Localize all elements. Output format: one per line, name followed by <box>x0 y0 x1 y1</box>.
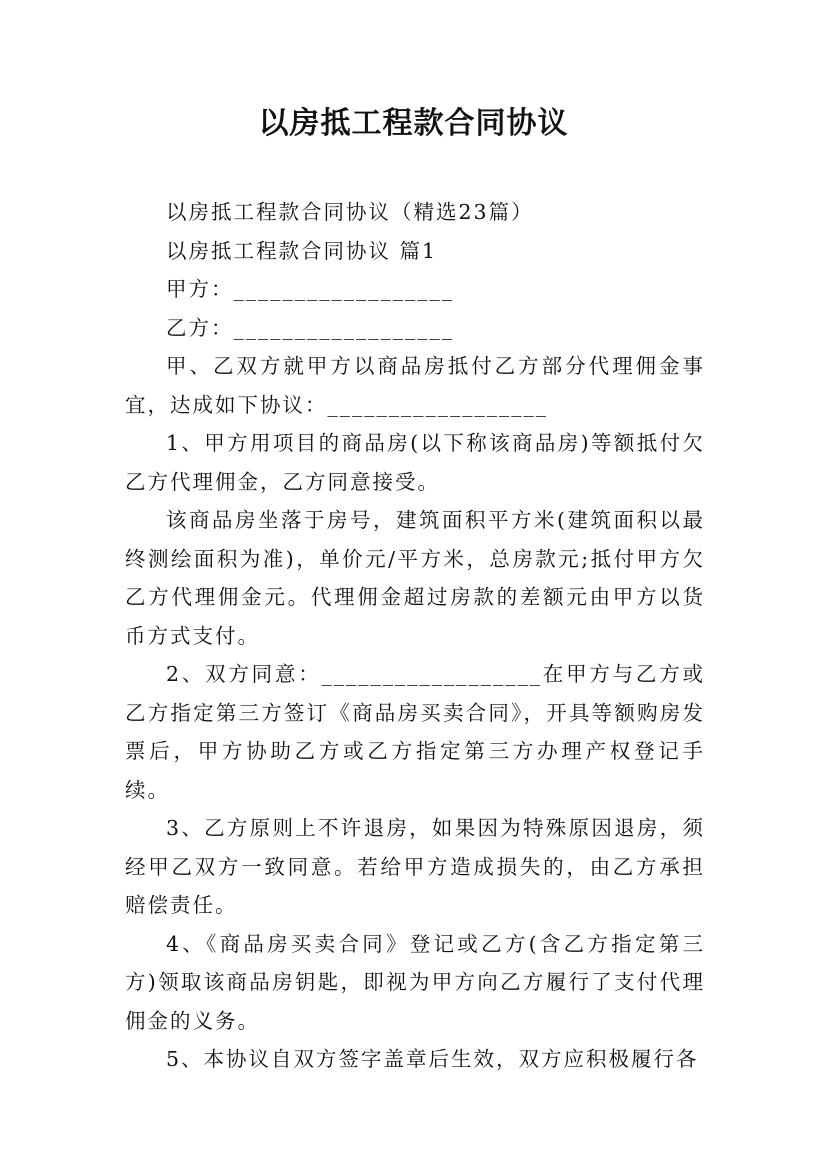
paragraph-clause-1: 1、甲方用项目的商品房(以下称该商品房)等额抵付欠乙方代理佣金，乙方同意接受。 <box>125 431 705 494</box>
paragraph-clause-4: 4、《商品房买卖合同》登记或乙方(含乙方指定第三方)领取该商品房钥匙，即视为甲方向乙方履行了支付代理佣金的义务。 <box>125 931 705 1033</box>
paragraph-clause-1-detail: 该商品房坐落于房号，建筑面积平方米(建筑面积以最终测绘面积为准)，单价元/平方米，总房款元;抵付甲方欠乙方代理佣金元。代理佣金超过房款的差额元由甲方以货币方式支付。 <box>125 508 705 648</box>
document-title: 以房抵工程款合同协议 <box>258 106 569 141</box>
paragraph-clause-5: 5、本协议自双方签字盖章后生效，双方应积极履行各 <box>166 1047 699 1071</box>
paragraph-clause-3: 3、乙方原则上不许退房，如果因为特殊原因退房，须经甲乙双方一致同意。若给甲方造成损失的，由乙方承担赔偿责任。 <box>125 816 705 917</box>
paragraph-section-heading: 以房抵工程款合同协议 篇1 <box>166 238 438 263</box>
paragraph-subtitle: 以房抵工程款合同协议（精选23篇） <box>166 200 534 224</box>
document-body <box>125 193 705 1079</box>
paragraph-party-a: 甲方：__________________ <box>166 277 454 301</box>
paragraph-clause-2: 2、双方同意：__________________在甲方与乙方或乙方指定第三方签订《商品房买卖合同》，开具等额购房发票后，甲方协助乙方或乙方指定第三方办理产权登记手续。 <box>125 662 705 802</box>
paragraph-intro: 甲、乙双方就甲方以商品房抵付乙方部分代理佣金事宜，达成如下协议：__________________ <box>125 354 705 417</box>
paragraph-party-b: 乙方：__________________ <box>166 315 454 340</box>
